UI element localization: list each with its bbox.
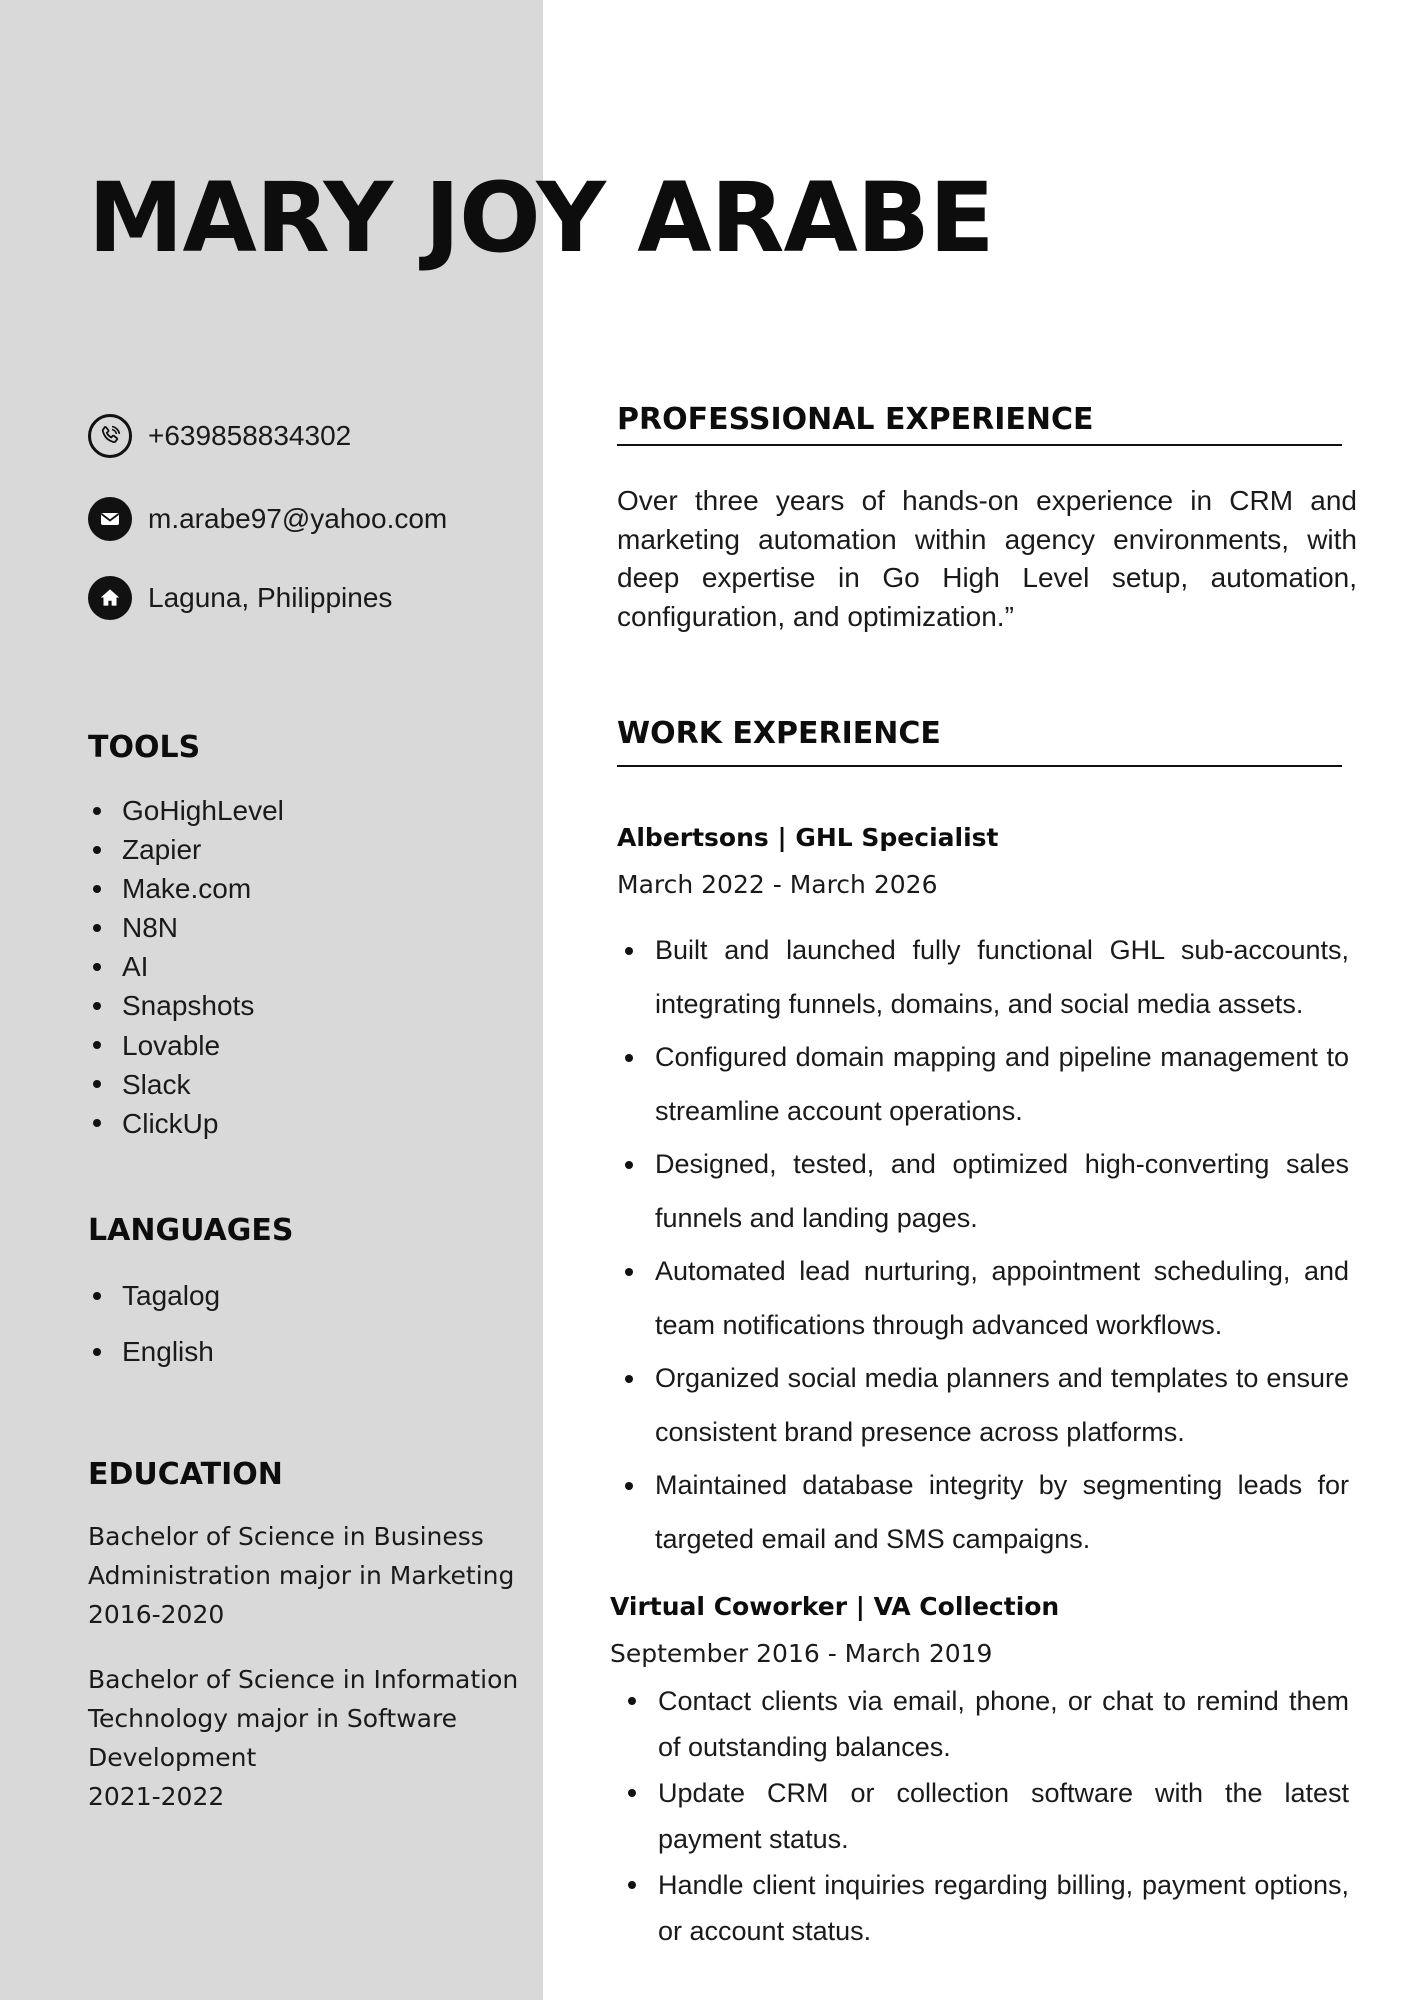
phone-text: +639858834302: [148, 420, 352, 451]
list-item: Configured domain mapping and pipeline management to streamline account operations.: [655, 1031, 1349, 1138]
list-item: AI: [88, 947, 284, 986]
professional-summary: Over three years of hands-on experience in CRM and marketing automation within agency environments, with deep expertise in Go High Level setup, automation, configuration, and optimization.”: [617, 485, 1357, 632]
list-item: ClickUp: [88, 1104, 284, 1143]
list-item: Zapier: [88, 830, 284, 869]
degree-years: 2021-2022: [88, 1782, 225, 1811]
list-item: Lovable: [88, 1026, 284, 1065]
education-heading: EDUCATION: [88, 1457, 283, 1492]
degree-line: Bachelor of Science in Information: [88, 1665, 519, 1694]
list-item: Designed, tested, and optimized high-converting sales funnels and landing pages.: [655, 1138, 1349, 1245]
phone-icon: [88, 414, 132, 458]
contact-location: [88, 576, 392, 620]
contact-phone: [88, 414, 351, 458]
list-item: GoHighLevel: [88, 791, 284, 830]
job-dates: March 2022 - March 2026: [617, 870, 938, 899]
list-item: Update CRM or collection software with the latest payment status.: [658, 1770, 1349, 1862]
candidate-name: MARY JOY ARABE: [88, 162, 994, 274]
list-item: Slack: [88, 1065, 284, 1104]
list-item: Automated lead nurturing, appointment scheduling, and team notifications through advanced workflows.: [655, 1245, 1349, 1352]
professional-heading: PROFESSIONAL EXPERIENCE: [617, 402, 1094, 437]
list-item: Built and launched fully functional GHL sub-accounts, integrating funnels, domains, and social media assets.: [655, 924, 1349, 1031]
list-item: Snapshots: [88, 986, 284, 1025]
list-item: Contact clients via email, phone, or chat to remind them of outstanding balances.: [658, 1678, 1349, 1770]
degree-line: Bachelor of Science in Business: [88, 1522, 484, 1551]
list-item: Tagalog: [88, 1268, 220, 1324]
degree-line: Development: [88, 1743, 257, 1772]
degree-line: Administration major in Marketing: [88, 1561, 515, 1590]
section-divider: [617, 444, 1342, 446]
list-item: Organized social media planners and templates to ensure consistent brand presence across platforms.: [655, 1352, 1349, 1459]
list-item: English: [88, 1324, 220, 1380]
job-bullets: [658, 1678, 1349, 1954]
languages-heading: LANGUAGES: [88, 1213, 294, 1248]
education-entry: [88, 1517, 514, 1634]
education-entry: [88, 1660, 518, 1816]
email-text: m.arabe97@yahoo.com: [148, 503, 448, 534]
tools-heading: TOOLS: [88, 730, 201, 765]
work-heading: WORK EXPERIENCE: [617, 716, 941, 751]
location-text: Laguna, Philippines: [148, 582, 393, 613]
job-dates: September 2016 - March 2019: [610, 1639, 993, 1668]
envelope-icon: [88, 497, 132, 541]
section-divider: [617, 765, 1342, 767]
contact-email: [88, 497, 447, 541]
home-icon: [88, 576, 132, 620]
list-item: Make.com: [88, 869, 284, 908]
list-item: N8N: [88, 908, 284, 947]
degree-line: Technology major in Software: [88, 1704, 458, 1733]
list-item: Handle client inquiries regarding billing, payment options, or account status.: [658, 1862, 1349, 1954]
job-bullets: [655, 924, 1349, 1566]
tools-list: [88, 791, 284, 1143]
job-title: Albertsons | GHL Specialist: [617, 823, 999, 852]
job-title: Virtual Coworker | VA Collection: [610, 1592, 1060, 1621]
list-item: Maintained database integrity by segmenting leads for targeted email and SMS campaigns.: [655, 1459, 1349, 1566]
languages-list: [88, 1268, 220, 1380]
degree-years: 2016-2020: [88, 1600, 225, 1629]
